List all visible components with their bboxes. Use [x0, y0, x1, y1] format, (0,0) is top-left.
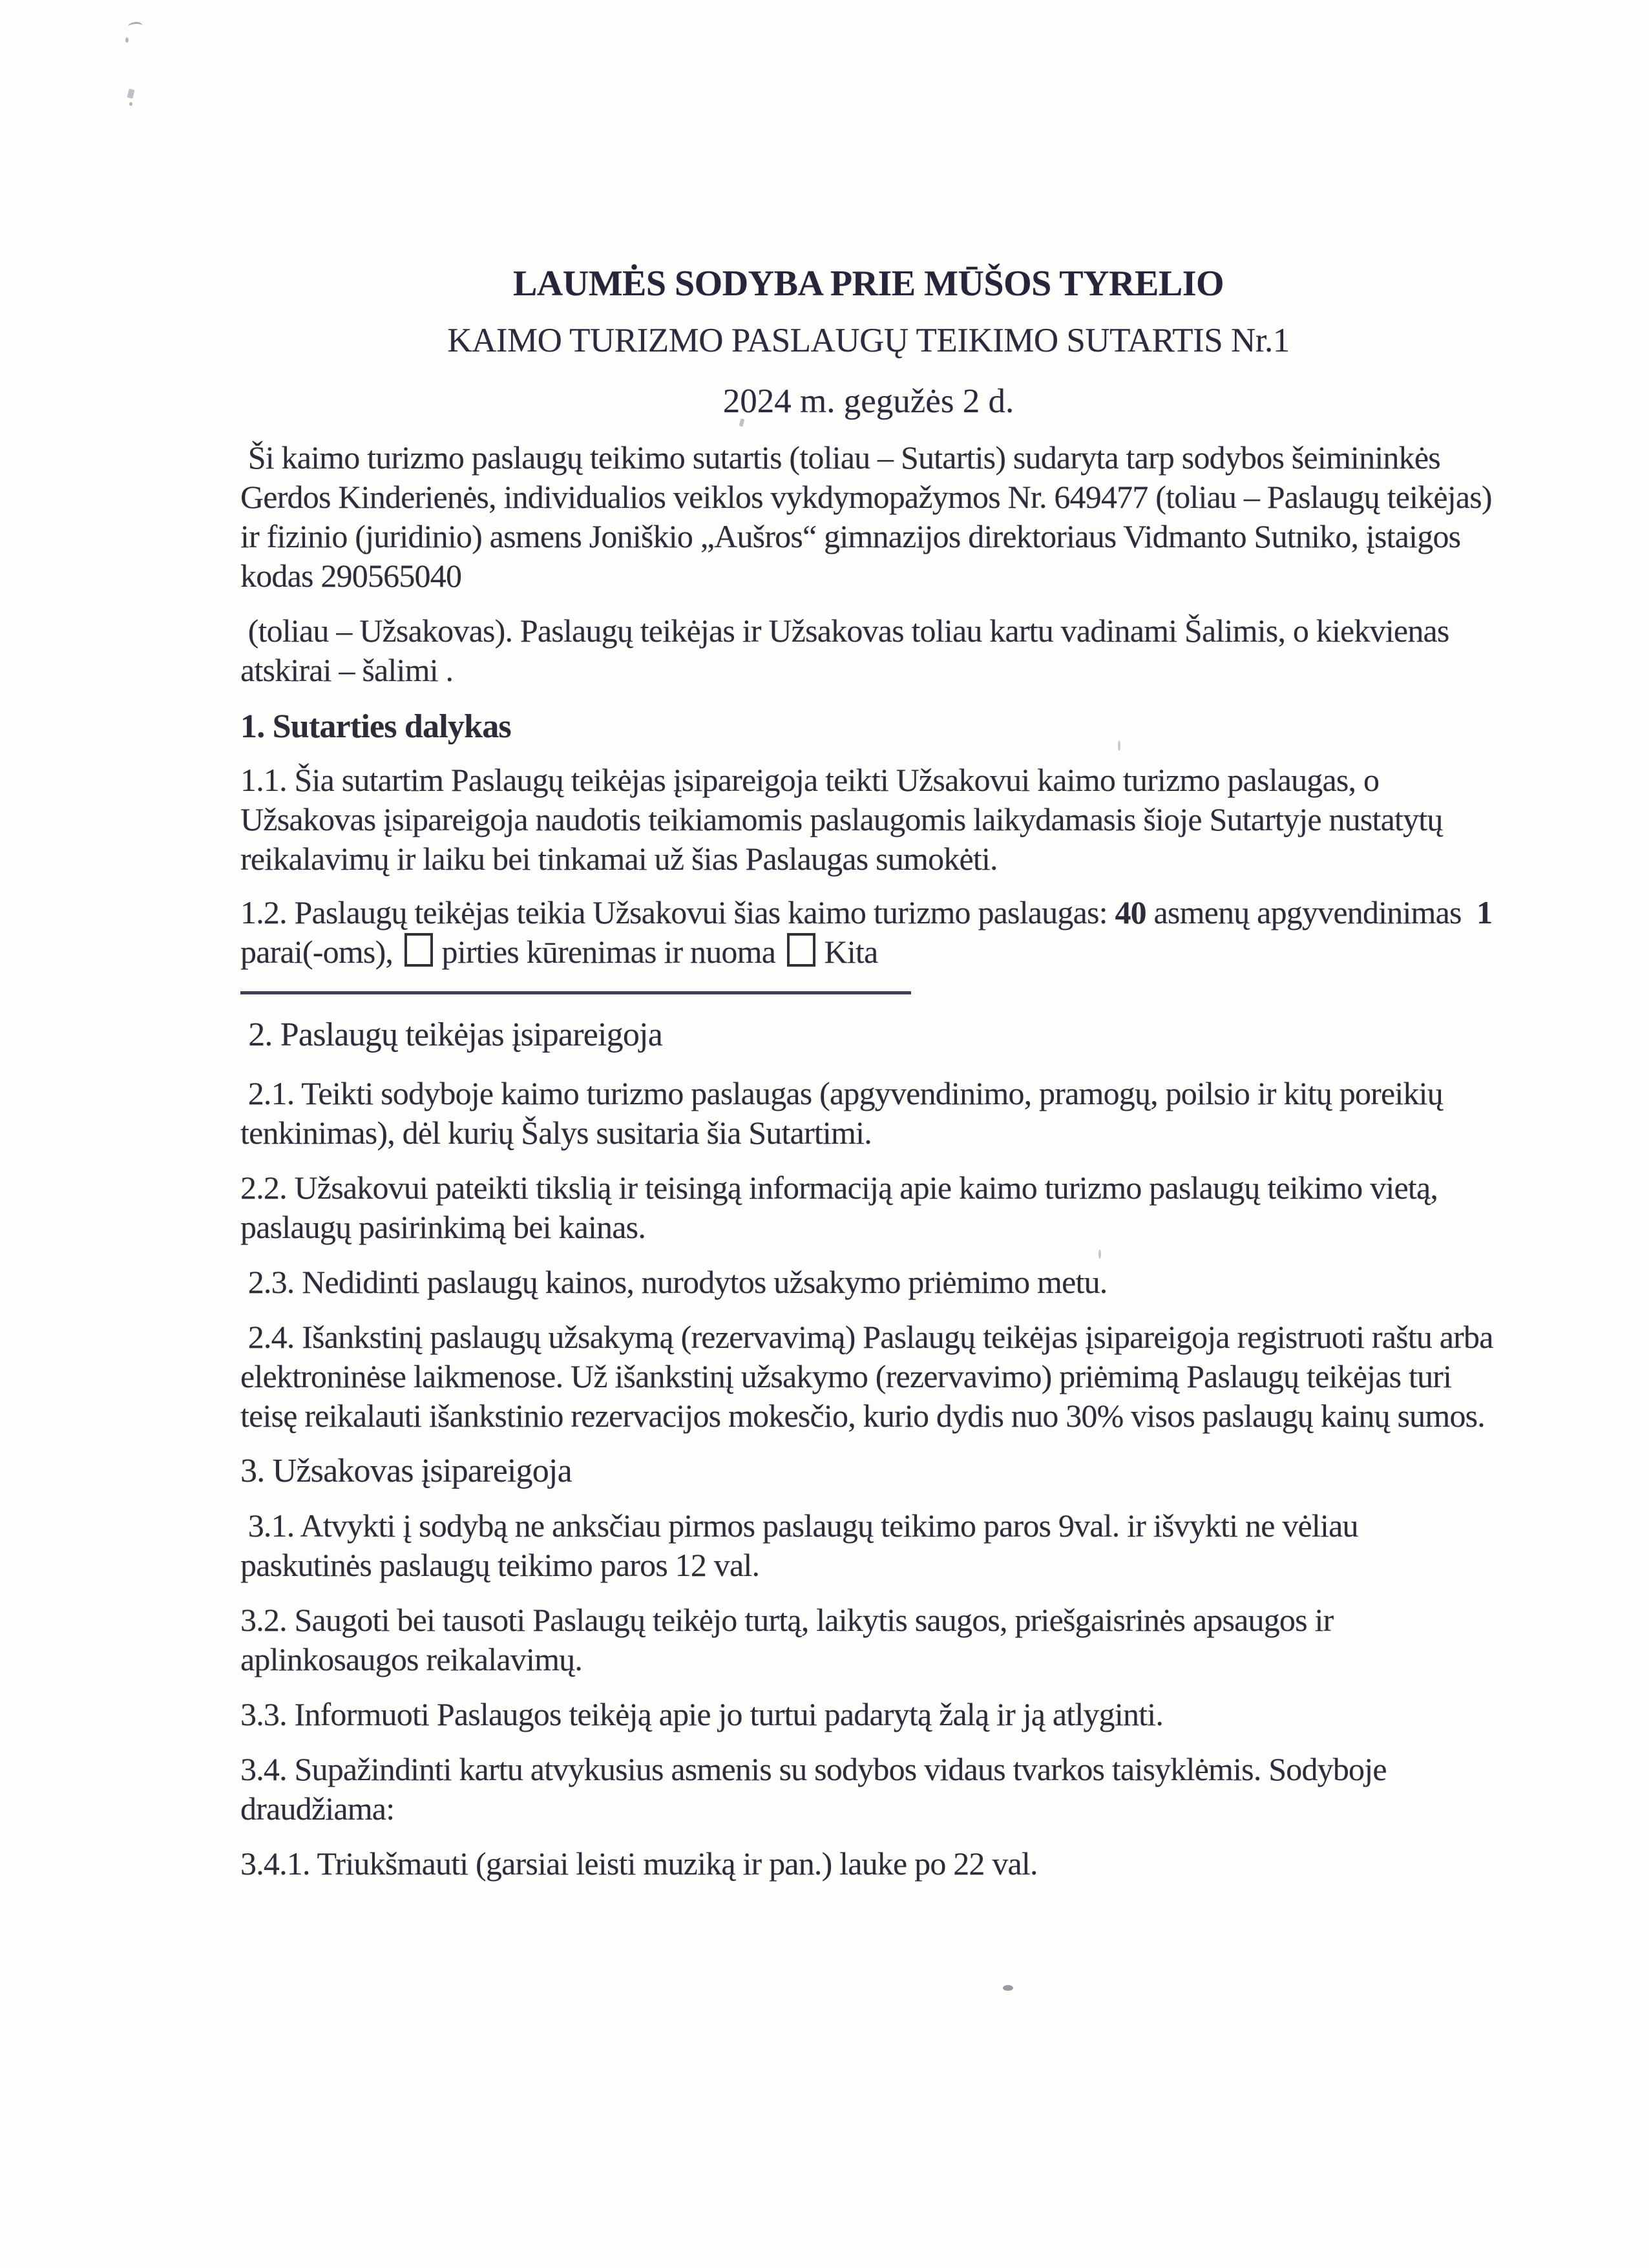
scan-artifact	[129, 102, 132, 106]
checkbox-kita-icon	[787, 933, 815, 967]
clause-1-2-mid2: parai(-oms),	[240, 894, 1500, 970]
checkbox-kita-label: Kita	[816, 934, 878, 970]
clause-3-2: 3.2. Saugoti bei tausoti Paslaugų teikėjo turtą, laikytis saugos, priešgaisrinės apsaugos ir aplinkosaugos reikalavimų.	[240, 1602, 1341, 1677]
days-count-value: 1	[1476, 894, 1493, 930]
clause-1-2-mid1: asmenų apgyvendinimas	[1146, 894, 1477, 930]
clause-2-3: 2.3. Nedidinti paslaugų kainos, nurodytos užsakymo priėmimo metu.	[240, 1264, 1108, 1300]
clause-3-1: 3.1. Atvykti į sodybą ne anksčiau pirmos paslaugų teikimo paros 9val. ir išvykti ne vėliau paskutinės paslaugų teikimo paros 12 val.	[240, 1507, 1366, 1583]
contract-body	[240, 0, 1501, 1884]
section-1-heading: 1. Sutarties dalykas	[240, 708, 511, 745]
intro-paragraph-definitions: (toliau – Užsakovas). Paslaugų teikėjas ir Užsakovas toliau kartu vadinami Šalimis, o kiekvienas atskirai – šalimi .	[240, 613, 1457, 688]
scan-artifact	[125, 37, 129, 43]
clause-3-4: 3.4. Supažindinti kartu atvykusius asmenis su sodybos vidaus tvarkos taisyklėmis. Sodyboje draudžiama:	[240, 1751, 1394, 1827]
persons-count-value: 40	[1115, 894, 1146, 930]
clause-2-2: 2.2. Užsakovui pateikti tikslią ir teisingą informaciją apie kaimo turizmo paslaugų teikimo vietą, paslaugų pasirinkimą bei kainas.	[240, 1170, 1445, 1245]
document-title: LAUMĖS SODYBA PRIE MŪŠOS TYRELIO	[512, 264, 1224, 304]
clause-1-2	[240, 893, 1500, 972]
scan-artifact	[127, 89, 134, 99]
clause-3-4-1: 3.4.1. Triukšmauti (garsiai leisti muziką ir pan.) lauke po 22 val.	[240, 1845, 1038, 1882]
horizontal-rule	[240, 991, 911, 994]
checkbox-pirties-label: pirties kūrenimas ir nuoma	[434, 934, 783, 970]
clause-1-2-lead: 1.2. Paslaugų teikėjas teikia Užsakovui šias kaimo turizmo paslaugas:	[240, 894, 1115, 930]
scan-artifact	[128, 22, 142, 30]
scan-artifact	[1003, 1985, 1013, 1991]
document-date: 2024 m. gegužės 2 d.	[722, 383, 1014, 420]
checkbox-pirties-icon	[404, 933, 433, 967]
clause-2-4: 2.4. Išankstinį paslaugų užsakymą (rezervavimą) Paslaugų teikėjas įsipareigoja registruoti raštu arba elektroninėse laikmenose. Už išankstinį užsakymo (rezervavimo) priėmimą Paslaugų teikėjas turi teisę reikalauti išankstinio rezervacijos mokesčio, kurio dydis nuo 30% visos paslaugų kainų sumos.	[240, 1319, 1501, 1434]
clause-3-3: 3.3. Informuoti Paslaugos teikėją apie jo turtui padarytą žalą ir ją atlyginti.	[240, 1696, 1164, 1732]
document-subtitle: KAIMO TURIZMO PASLAUGŲ TEIKIMO SUTARTIS Nr.1	[447, 322, 1290, 359]
intro-paragraph-parties: Ši kaimo turizmo paslaugų teikimo sutartis (toliau – Sutartis) sudaryta tarp sodybos šeimininkės Gerdos Kinderienės, individualios veiklos vykdymopažymos Nr. 649477 (toliau – Paslaugų teikėjas) ir fizinio (juridinio) asmens Joniškio „Aušros“ gimnazijos direktoriaus Vidmanto Sutniko, įstaigos kodas 290565040	[240, 439, 1500, 594]
section-2-heading: 2. Paslaugų teikėjas įsipareigoja	[240, 1016, 662, 1053]
clause-1-1: 1.1. Šia sutartim Paslaugų teikėjas įsipareigoja teikti Užsakovui kaimo turizmo paslaugas, o Užsakovas įsipareigoja naudotis teikiamomis paslaugomis laikydamasis šioje Sutartyje nustatytų reikalavimų ir laiku bei tinkamai už šias Paslaugas sumokėti.	[240, 762, 1451, 877]
clause-2-1: 2.1. Teikti sodyboje kaimo turizmo paslaugas (apgyvendinimo, pramogų, poilsio ir kitų poreikių tenkinimas), dėl kurių Šalys susitaria šia Sutartimi.	[240, 1075, 1451, 1151]
section-3-heading: 3. Užsakovas įsipareigoja	[240, 1453, 572, 1489]
